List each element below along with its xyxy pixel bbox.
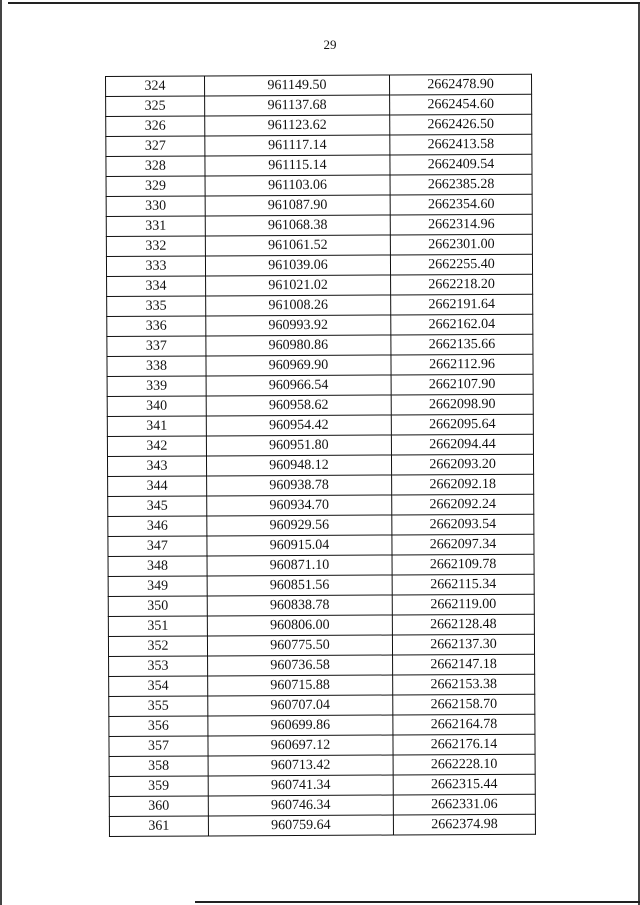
y-coordinate-cell: 2662331.06 <box>393 794 535 815</box>
x-coordinate-cell: 960838.78 <box>207 595 392 616</box>
table-row <box>108 634 534 656</box>
table-row <box>106 94 532 116</box>
table-row <box>109 754 535 776</box>
y-coordinate-cell: 2662112.96 <box>391 354 533 375</box>
y-coordinate-cell: 2662426.50 <box>390 114 532 135</box>
point-number-cell: 354 <box>109 676 208 697</box>
table-row <box>107 374 533 396</box>
point-number-cell: 352 <box>108 636 207 657</box>
x-coordinate-cell: 961115.14 <box>205 155 390 176</box>
x-coordinate-cell: 960746.34 <box>208 795 393 816</box>
y-coordinate-cell: 2662119.00 <box>392 594 534 615</box>
x-coordinate-cell: 960741.34 <box>208 775 393 796</box>
point-number-cell: 325 <box>106 96 205 117</box>
x-coordinate-cell: 960980.86 <box>206 335 391 356</box>
x-coordinate-cell: 960958.62 <box>206 395 391 416</box>
x-coordinate-cell: 960948.12 <box>206 455 391 476</box>
y-coordinate-cell: 2662109.78 <box>392 554 534 575</box>
table-row <box>107 314 533 336</box>
y-coordinate-cell: 2662315.44 <box>393 774 535 795</box>
table-row <box>107 274 533 296</box>
point-number-cell: 353 <box>109 656 208 677</box>
y-coordinate-cell: 2662094.44 <box>391 434 533 455</box>
x-coordinate-cell: 960697.12 <box>208 735 393 756</box>
table-row <box>109 734 535 756</box>
y-coordinate-cell: 2662191.64 <box>391 294 533 315</box>
table-row <box>106 134 532 156</box>
y-coordinate-cell: 2662228.10 <box>393 754 535 775</box>
table-row <box>108 534 534 556</box>
y-coordinate-cell: 2662093.54 <box>392 514 534 535</box>
x-coordinate-cell: 960993.92 <box>206 315 391 336</box>
x-coordinate-cell: 960699.86 <box>208 715 393 736</box>
point-number-cell: 337 <box>107 336 206 357</box>
point-number-cell: 328 <box>106 156 205 177</box>
table-row <box>107 434 533 456</box>
y-coordinate-cell: 2662176.14 <box>393 734 535 755</box>
y-coordinate-cell: 2662115.34 <box>392 574 534 595</box>
point-number-cell: 332 <box>106 236 205 257</box>
point-number-cell: 335 <box>107 296 206 317</box>
y-coordinate-cell: 2662354.60 <box>390 194 532 215</box>
page-border-bottom <box>195 901 640 903</box>
point-number-cell: 345 <box>108 496 207 517</box>
x-coordinate-cell: 961103.06 <box>205 175 390 196</box>
point-number-cell: 338 <box>107 356 206 377</box>
x-coordinate-cell: 960736.58 <box>207 655 392 676</box>
y-coordinate-cell: 2662218.20 <box>391 274 533 295</box>
y-coordinate-cell: 2662107.90 <box>391 374 533 395</box>
x-coordinate-cell: 960806.00 <box>207 615 392 636</box>
point-number-cell: 356 <box>109 716 208 737</box>
point-number-cell: 346 <box>108 516 207 537</box>
point-number-cell: 331 <box>106 216 205 237</box>
x-coordinate-cell: 961149.50 <box>204 75 389 96</box>
x-coordinate-cell: 961021.02 <box>205 275 390 296</box>
y-coordinate-cell: 2662097.34 <box>392 534 534 555</box>
y-coordinate-cell: 2662409.54 <box>390 154 532 175</box>
table-row <box>108 614 534 636</box>
x-coordinate-cell: 960929.56 <box>207 515 392 536</box>
y-coordinate-cell: 2662255.40 <box>391 254 533 275</box>
x-coordinate-cell: 961039.06 <box>205 255 390 276</box>
point-number-cell: 343 <box>107 456 206 477</box>
table-row <box>106 114 532 136</box>
y-coordinate-cell: 2662128.48 <box>392 614 534 635</box>
y-coordinate-cell: 2662153.38 <box>393 674 535 695</box>
point-number-cell: 361 <box>109 816 208 837</box>
table-row <box>108 554 534 576</box>
x-coordinate-cell: 960951.80 <box>206 435 391 456</box>
point-number-cell: 358 <box>109 756 208 777</box>
table-row <box>109 774 535 796</box>
point-number-cell: 339 <box>107 376 206 397</box>
point-number-cell: 359 <box>109 776 208 797</box>
x-coordinate-cell: 960938.78 <box>206 475 391 496</box>
coordinates-table-body <box>106 74 536 836</box>
x-coordinate-cell: 961117.14 <box>205 135 390 156</box>
y-coordinate-cell: 2662147.18 <box>393 654 535 675</box>
point-number-cell: 330 <box>106 196 205 217</box>
x-coordinate-cell: 960715.88 <box>208 675 393 696</box>
table-row <box>106 234 532 256</box>
coordinates-table <box>105 74 536 837</box>
x-coordinate-cell: 961008.26 <box>206 295 391 316</box>
y-coordinate-cell: 2662164.78 <box>393 714 535 735</box>
table-row <box>107 414 533 436</box>
x-coordinate-cell: 961137.68 <box>204 95 389 116</box>
table-row <box>106 74 532 96</box>
table-row <box>109 794 535 816</box>
y-coordinate-cell: 2662478.90 <box>390 74 532 95</box>
point-number-cell: 340 <box>107 396 206 417</box>
table-row <box>107 394 533 416</box>
x-coordinate-cell: 961068.38 <box>205 215 390 236</box>
y-coordinate-cell: 2662314.96 <box>390 214 532 235</box>
point-number-cell: 348 <box>108 556 207 577</box>
point-number-cell: 334 <box>107 276 206 297</box>
table-row <box>109 694 535 716</box>
y-coordinate-cell: 2662385.28 <box>390 174 532 195</box>
page-number: 29 <box>323 37 337 52</box>
y-coordinate-cell: 2662098.90 <box>391 394 533 415</box>
table-row <box>107 294 533 316</box>
table-row <box>106 154 532 176</box>
y-coordinate-cell: 2662137.30 <box>392 634 534 655</box>
x-coordinate-cell: 961061.52 <box>205 235 390 256</box>
table-row <box>109 674 535 696</box>
table-row <box>107 354 533 376</box>
table-row <box>106 214 532 236</box>
x-coordinate-cell: 960759.64 <box>208 815 393 836</box>
table-row <box>107 454 533 476</box>
table-row <box>106 254 532 276</box>
point-number-cell: 344 <box>108 476 207 497</box>
x-coordinate-cell: 960775.50 <box>207 635 392 656</box>
x-coordinate-cell: 960707.04 <box>208 695 393 716</box>
point-number-cell: 336 <box>107 316 206 337</box>
x-coordinate-cell: 960851.56 <box>207 575 392 596</box>
x-coordinate-cell: 960954.42 <box>206 415 391 436</box>
point-number-cell: 350 <box>108 596 207 617</box>
x-coordinate-cell: 960969.90 <box>206 355 391 376</box>
y-coordinate-cell: 2662301.00 <box>390 234 532 255</box>
table-row <box>108 474 534 496</box>
x-coordinate-cell: 960934.70 <box>207 495 392 516</box>
point-number-cell: 333 <box>106 256 205 277</box>
x-coordinate-cell: 960966.54 <box>206 375 391 396</box>
y-coordinate-cell: 2662413.58 <box>390 134 532 155</box>
table-row <box>107 334 533 356</box>
point-number-cell: 349 <box>108 576 207 597</box>
point-number-cell: 324 <box>106 76 205 97</box>
point-number-cell: 357 <box>109 736 208 757</box>
point-number-cell: 355 <box>109 696 208 717</box>
x-coordinate-cell: 961087.90 <box>205 195 390 216</box>
y-coordinate-cell: 2662092.18 <box>392 474 534 495</box>
table-row <box>108 494 534 516</box>
y-coordinate-cell: 2662093.20 <box>392 454 534 475</box>
y-coordinate-cell: 2662095.64 <box>391 414 533 435</box>
page-border-top <box>8 2 640 4</box>
y-coordinate-cell: 2662454.60 <box>390 94 532 115</box>
table-row <box>109 654 535 676</box>
point-number-cell: 329 <box>106 176 205 197</box>
y-coordinate-cell: 2662092.24 <box>392 494 534 515</box>
y-coordinate-cell: 2662374.98 <box>393 814 535 835</box>
table-row <box>106 194 532 216</box>
page-border-left <box>0 0 2 905</box>
point-number-cell: 360 <box>109 796 208 817</box>
point-number-cell: 341 <box>107 416 206 437</box>
x-coordinate-cell: 960871.10 <box>207 555 392 576</box>
point-number-cell: 347 <box>108 536 207 557</box>
x-coordinate-cell: 960915.04 <box>207 535 392 556</box>
point-number-cell: 342 <box>107 436 206 457</box>
point-number-cell: 326 <box>106 116 205 137</box>
y-coordinate-cell: 2662162.04 <box>391 314 533 335</box>
y-coordinate-cell: 2662158.70 <box>393 694 535 715</box>
table-row <box>109 714 535 736</box>
table-row <box>109 814 535 836</box>
point-number-cell: 327 <box>106 136 205 157</box>
x-coordinate-cell: 961123.62 <box>205 115 390 136</box>
table-row <box>108 514 534 536</box>
table-row <box>106 174 532 196</box>
point-number-cell: 351 <box>108 616 207 637</box>
table-row <box>108 574 534 596</box>
y-coordinate-cell: 2662135.66 <box>391 334 533 355</box>
table-row <box>108 594 534 616</box>
x-coordinate-cell: 960713.42 <box>208 755 393 776</box>
